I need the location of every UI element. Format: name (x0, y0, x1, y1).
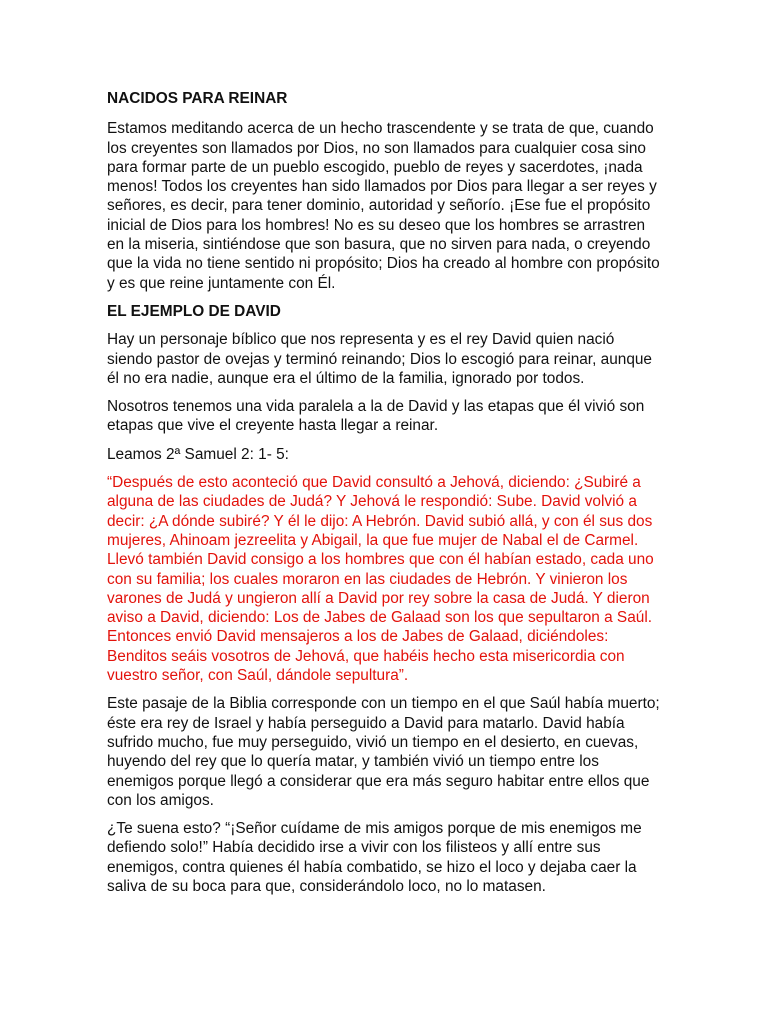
document-title: NACIDOS PARA REINAR (107, 90, 288, 107)
document-body (107, 89, 663, 905)
closing-paragraph: ¿Te suena esto? “¡Señor cuídame de mis amigos porque de mis enemigos me defiendo solo!” Había decidido irse a vivir con los filisteos y allí entre sus enemigos, contra quienes él había combatido, se hizo el loco y dejaba caer la saliva de su boca para que, considerándolo loco, no lo matasen. (107, 820, 642, 895)
scripture-quote: “Después de esto aconteció que David consultó a Jehová, diciendo: ¿Subiré a alguna de las ciudades de Judá? Y Jehová le respondió: Sube. David volvió a decir: ¿A dónde subiré? Y él le dijo: A Hebrón. David subió allá, y con él sus dos mujeres, Ahinoam jezreelita y Abigail, la que fue mujer de Nabal el de Carmel. Llevó también David consigo a los hombres que con él habían estado, cada uno con su familia; los cuales moraron en las ciudades de Hebrón. Y vinieron los varones de Judá y ungieron allí a David por rey sobre la casa de Judá. Y dieron aviso a David, diciendo: Los de Jabes de Galaad son los que sepultaron a Saúl. Entonces envió David mensajeros a los de Jabes de Galaad, diciéndoles: Benditos seáis vosotros de Jehová, que habéis hecho esta misericordia con vuestro señor, con Saúl, dándole sepultura”. (107, 474, 654, 685)
section-heading: EL EJEMPLO DE DAVID (107, 302, 281, 320)
parallel-life-paragraph: Nosotros tenemos una vida paralela a la de David y las etapas que él vivió son etapas que vive el creyente hasta llegar a reinar. (107, 398, 645, 435)
scripture-reference: Leamos 2ª Samuel 2: 1- 5: (107, 445, 289, 463)
intro-paragraph: Estamos meditando acerca de un hecho trascendente y se trata de que, cuando los creyentes son llamados por Dios, no son llamados para cualquier cosa sino para formar parte de un pueblo escogido, pueblo de reyes y sacerdotes, ¡nada menos! Todos los creyentes han sido llamados por Dios para llegar a ser reyes y señores, es decir, para tener dominio, autoridad y señorío. ¡Ese fue el propósito inicial de Dios para los hombres! No es su deseo que los hombres se arrastren en la miseria, sintiéndose que son basura, que no sirven para nada, o creyendo que la vida no tiene sentido ni propósito; Dios ha creado al hombre con propósito y es que reine juntamente con Él. (107, 120, 660, 292)
david-paragraph: Hay un personaje bíblico que nos representa y es el rey David quien nació siendo pastor de ovejas y terminó reinando; Dios lo escogió para reinar, aunque él no era nadie, aunque era el último de la familia, ignorado por todos. (107, 331, 652, 387)
context-paragraph: Este pasaje de la Biblia corresponde con un tiempo en el que Saúl había muerto; éste era rey de Israel y había perseguido a David para matarlo. David había sufrido mucho, fue muy perseguido, vivió un tiempo en el desierto, en cuevas, huyendo del rey que lo quería matar, y también vivió un tiempo entre los enemigos porque llegó a considerar que era más seguro habitar entre ellos que con los amigos. (107, 695, 660, 809)
